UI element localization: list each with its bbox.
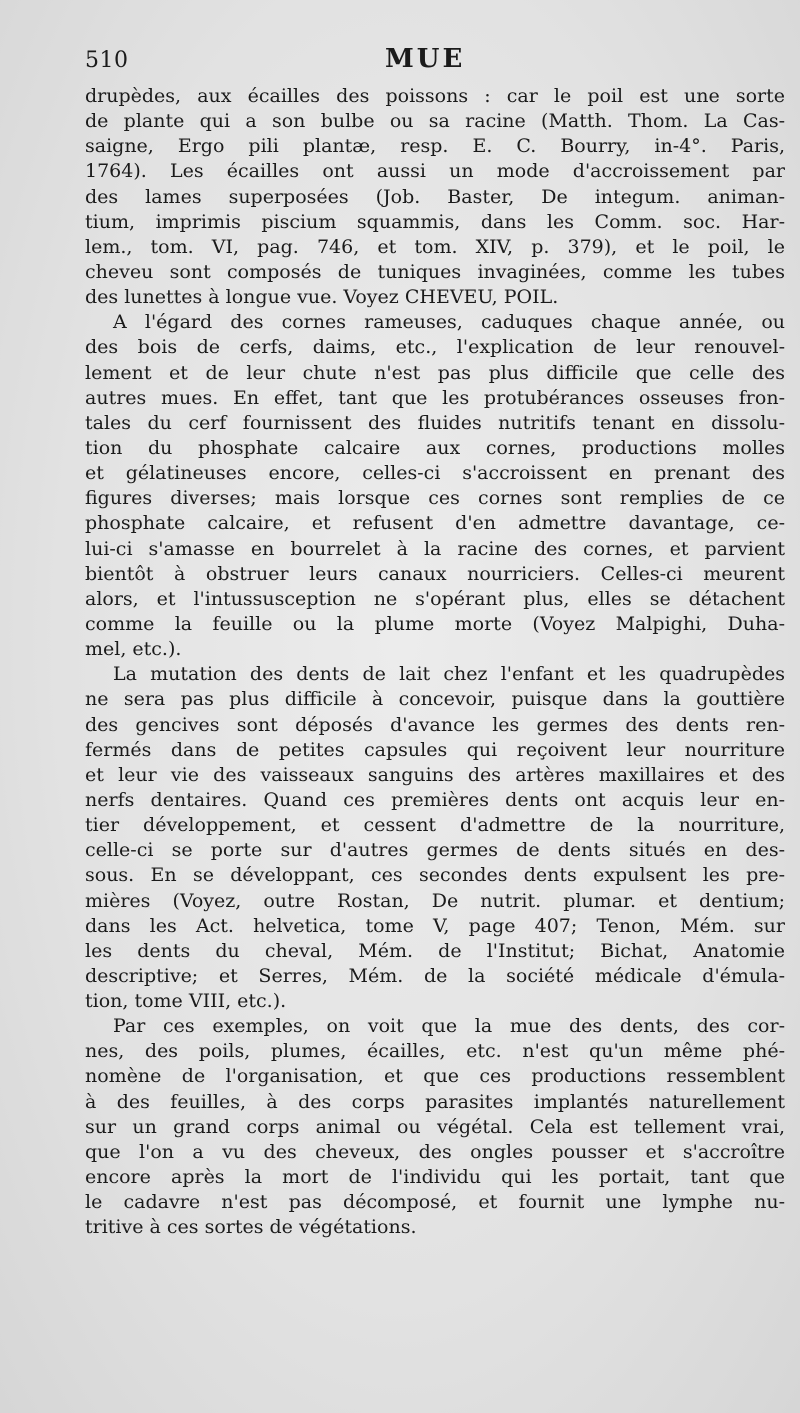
- text-line: tion du phosphate calcaire aux cornes, productions molles: [85, 436, 785, 459]
- text-line: lui-ci s'amasse en bourrelet à la racine des cornes, et parvient: [85, 537, 785, 560]
- text-line: La mutation des dents de lait chez l'enfant et les quadrupèdes: [113, 663, 785, 686]
- text-line: nerfs dentaires. Quand ces premières dents ont acquis leur en-: [85, 788, 785, 811]
- text-line: saigne, Ergo pili plantæ, resp. E. C. Bourry, in-4°. Paris,: [85, 135, 785, 158]
- text-line: des gencives sont déposés d'avance les germes des dents ren-: [85, 713, 785, 736]
- text-line: les dents du cheval, Mém. de l'Institut; Bichat, Anatomie: [85, 939, 785, 962]
- text-line: ne sera pas plus difficile à concevoir, puisque dans la gouttière: [85, 688, 785, 711]
- text-line: comme la feuille ou la plume morte (Voyez Malpighi, Duha-: [85, 612, 785, 635]
- text-line: fermés dans de petites capsules qui reçoivent leur nourriture: [85, 738, 785, 761]
- text-line: A l'égard des cornes rameuses, caduques chaque année, ou: [113, 311, 785, 334]
- text-line: sous. En se développant, ces secondes dents expulsent les pre-: [85, 864, 785, 887]
- text-line: figures diverses; mais lorsque ces cornes sont remplies de ce: [85, 487, 785, 510]
- paragraph: [85, 310, 785, 662]
- text-line: des lames superposées (Job. Baster, De integum. animan-: [85, 185, 785, 208]
- text-line: autres mues. En effet, tant que les protubérances osseuses fron-: [85, 386, 785, 409]
- text-line: celle-ci se porte sur d'autres germes de dents situés en des-: [85, 839, 785, 862]
- text-line: descriptive; et Serres, Mém. de la société médicale d'émula-: [85, 964, 785, 987]
- text-line: Par ces exemples, on voit que la mue des dents, des cor-: [113, 1015, 785, 1038]
- paragraph: [85, 1014, 785, 1240]
- text-line: mel, etc.).: [85, 638, 182, 661]
- text-line: tion, tome VIII, etc.).: [85, 990, 287, 1013]
- text-line: cheveu sont composés de tuniques invaginées, comme les tubes: [85, 260, 785, 283]
- text-line: à des feuilles, à des corps parasites implantés naturellement: [85, 1090, 785, 1113]
- text-line: lem., tom. VI, pag. 746, et tom. XIV, p. 379), et le poil, le: [85, 235, 785, 258]
- page-number: 510: [85, 48, 129, 73]
- text-line: sur un grand corps animal ou végétal. Cela est tellement vrai,: [85, 1115, 785, 1138]
- text-line: et leur vie des vaisseaux sanguins des artères maxillaires et des: [85, 763, 785, 786]
- text-line: tritive à ces sortes de végétations.: [85, 1216, 417, 1239]
- text-line: tier développement, et cessent d'admettre de la nourriture,: [85, 814, 785, 837]
- text-line: des lunettes à longue vue. Voyez CHEVEU, POIL.: [85, 286, 559, 309]
- paragraph: [85, 84, 785, 310]
- text-line: le cadavre n'est pas décomposé, et fournit une lymphe nu-: [85, 1191, 785, 1214]
- text-line: que l'on a vu des cheveux, des ongles pousser et s'accroître: [85, 1140, 785, 1163]
- page-header: [85, 44, 785, 84]
- text-line: bientôt à obstruer leurs canaux nourriciers. Celles-ci meurent: [85, 562, 785, 585]
- text-line: et gélatineuses encore, celles-ci s'accroissent en prenant des: [85, 462, 785, 485]
- text-line: phosphate calcaire, et refusent d'en admettre davantage, ce-: [85, 512, 785, 535]
- text-line: lement et de leur chute n'est pas plus difficile que celle des: [85, 361, 785, 384]
- text-line: drupèdes, aux écailles des poissons : car le poil est une sorte: [85, 85, 785, 107]
- text-line: tium, imprimis piscium squammis, dans les Comm. soc. Har-: [85, 210, 785, 233]
- text-line: tales du cerf fournissent des fluides nutritifs tenant en dissolu-: [85, 411, 785, 434]
- text-line: des bois de cerfs, daims, etc., l'explication de leur renouvel-: [85, 336, 785, 359]
- text-line: nes, des poils, plumes, écailles, etc. n'est qu'un même phé-: [85, 1040, 785, 1063]
- text-line: encore après la mort de l'individu qui les portait, tant que: [85, 1166, 785, 1189]
- body-text: [85, 84, 785, 1240]
- text-line: de plante qui a son bulbe ou sa racine (Matth. Thom. La Cas-: [85, 110, 785, 133]
- text-line: mières (Voyez, outre Rostan, De nutrit. plumar. et dentium;: [85, 889, 785, 912]
- text-line: alors, et l'intussusception ne s'opérant plus, elles se détachent: [85, 587, 785, 610]
- paragraph: [85, 662, 785, 1014]
- text-line: dans les Act. helvetica, tome V, page 407; Tenon, Mém. sur: [85, 914, 785, 937]
- text-line: nomène de l'organisation, et que ces productions ressemblent: [85, 1065, 785, 1088]
- text-line: 1764). Les écailles ont aussi un mode d'accroissement par: [85, 160, 785, 183]
- running-head: MUE: [385, 44, 466, 74]
